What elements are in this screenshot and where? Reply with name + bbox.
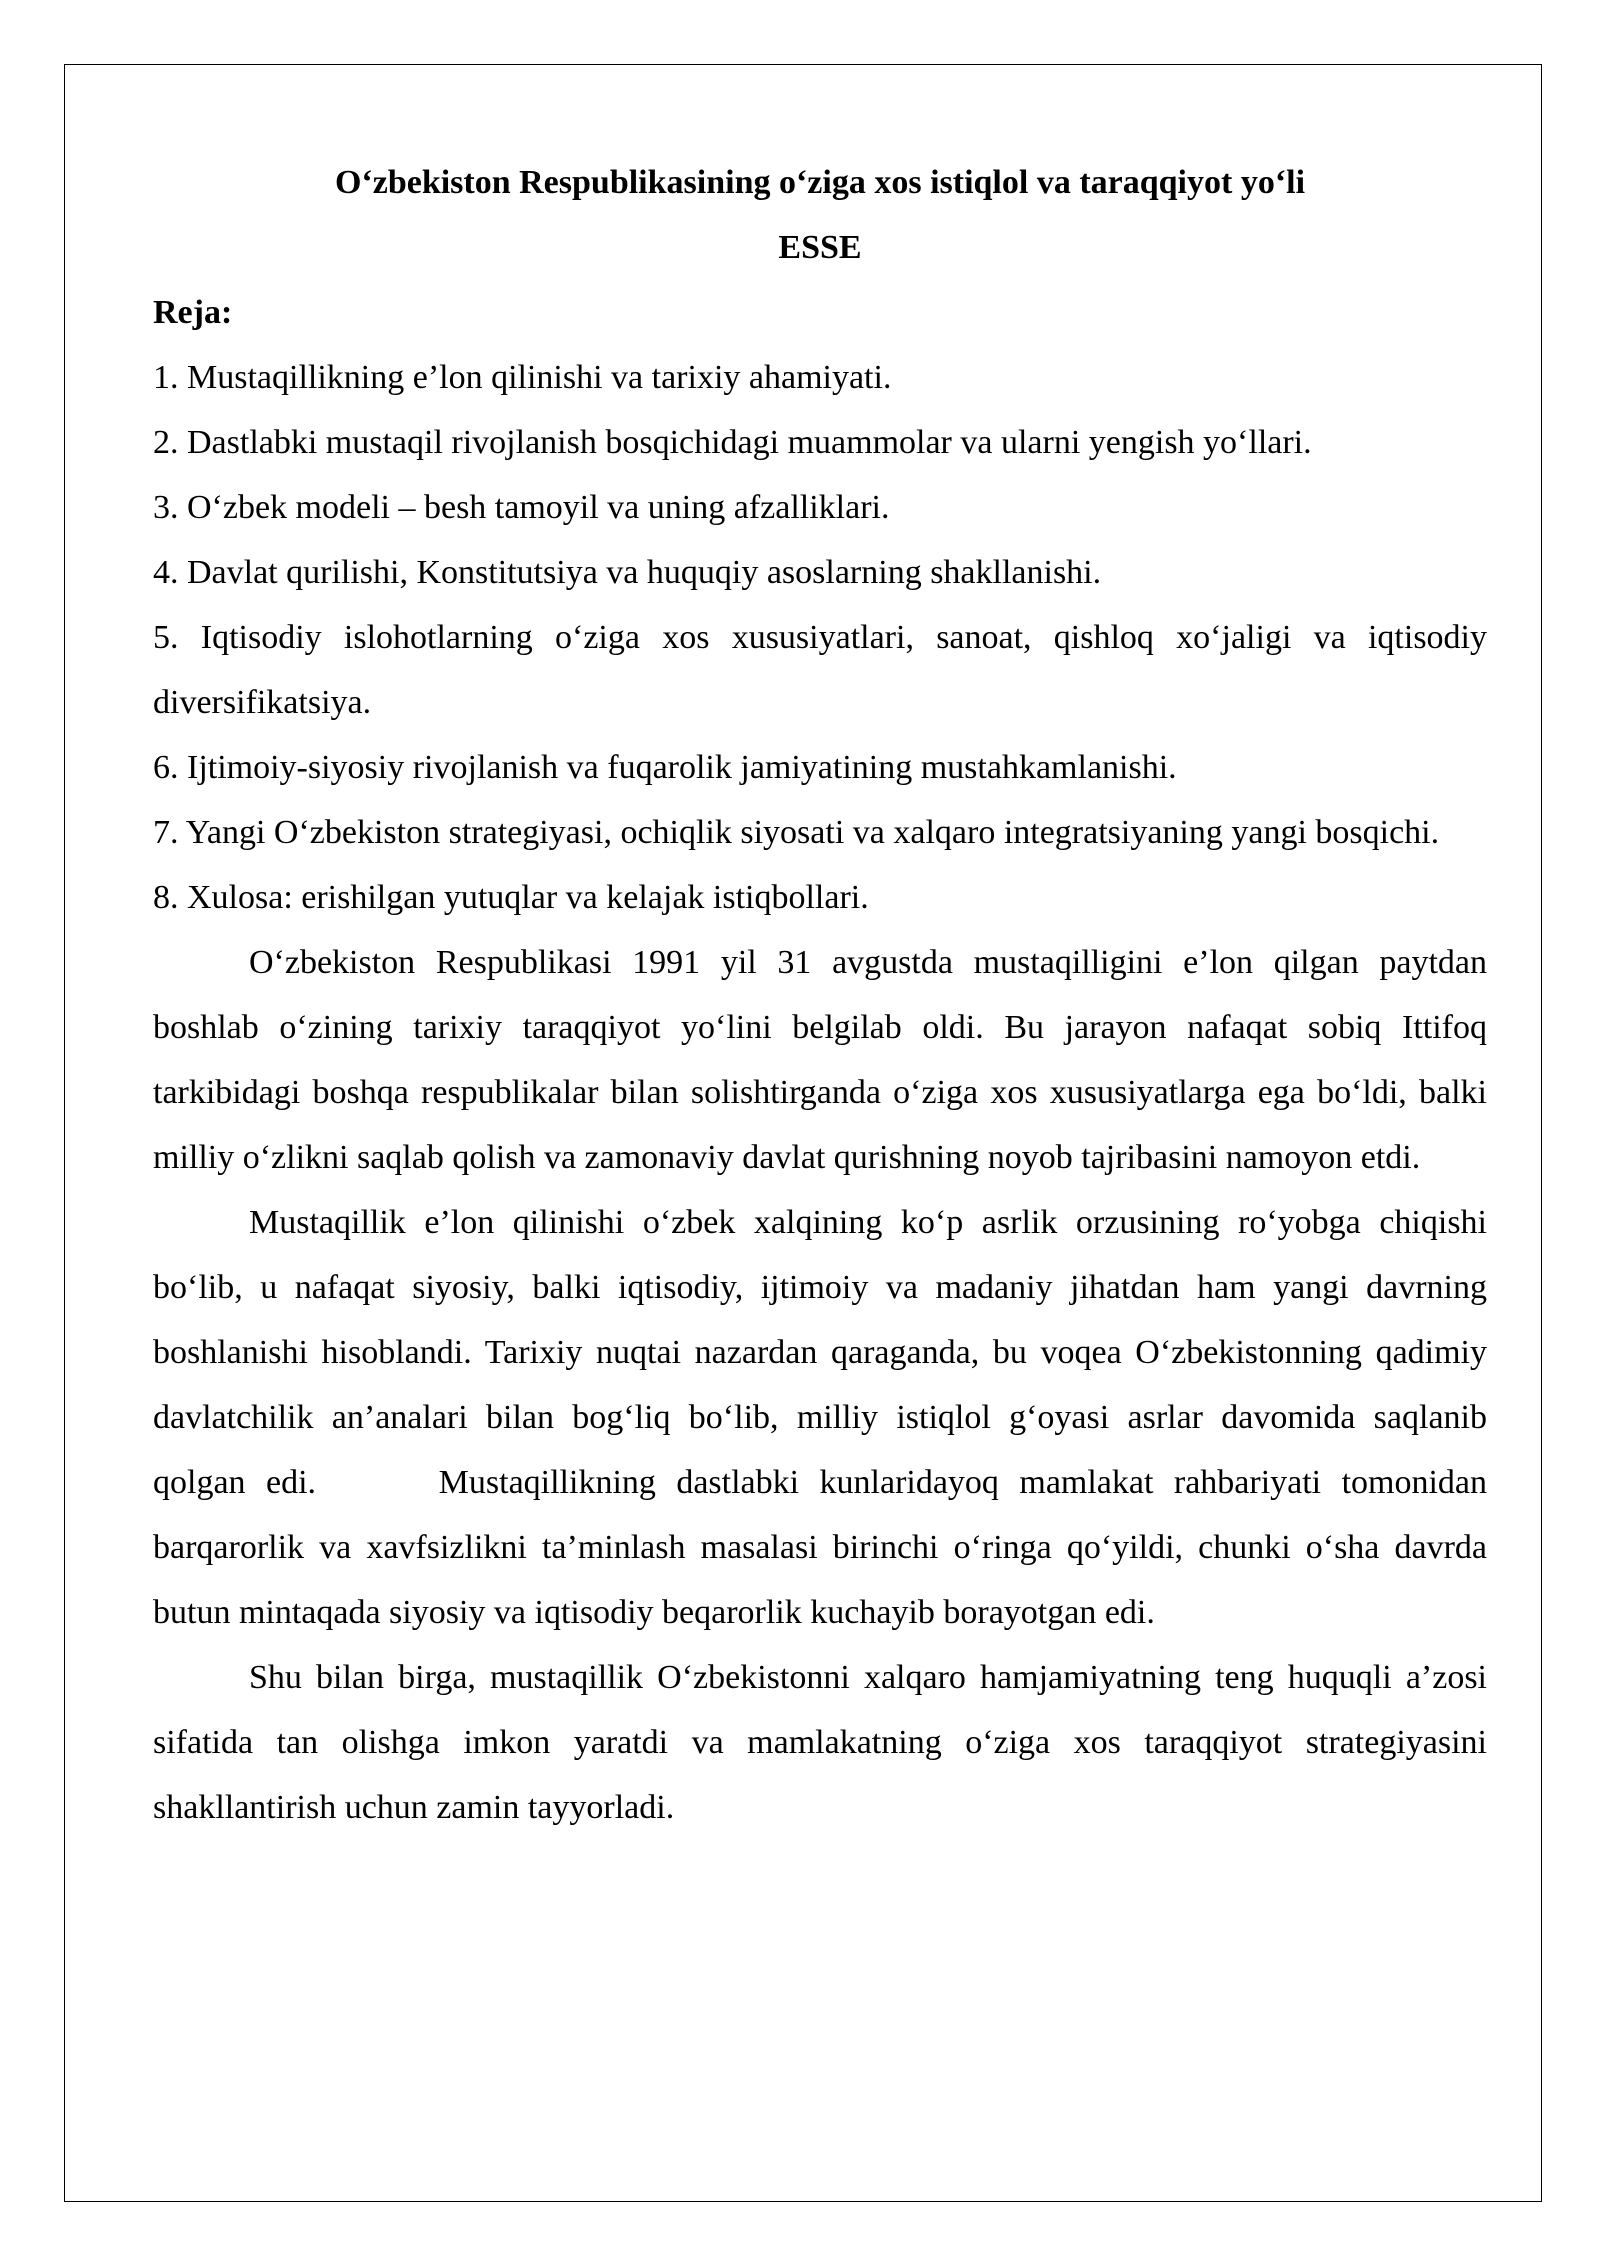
plan-heading: Reja: xyxy=(153,294,233,331)
document-title: O‘zbekiston Respublikasining o‘ziga xos istiqlol va taraqqiyot yo‘li xyxy=(334,164,1306,201)
plan-item: 3. O‘zbek modeli – besh tamoyil va uning afzalliklari. xyxy=(153,489,890,526)
plan-item: 7. Yangi O‘zbekiston strategiyasi, ochiqlik siyosati va xalqaro integratsiyaning yangi bosqichi. xyxy=(153,814,1440,851)
plan-item: 1. Mustaqillikning e’lon qilinishi va tarixiy ahamiyati. xyxy=(153,359,892,396)
plan-item: 2. Dastlabki mustaqil rivojlanish bosqichidagi muammolar va ularni yengish yo‘llari. xyxy=(153,424,1312,461)
plan-list xyxy=(153,345,1487,930)
plan-item: 6. Ijtimoiy-siyosiy rivojlanish va fuqarolik jamiyatining mustahkamlanishi. xyxy=(153,749,1177,786)
document-body xyxy=(153,150,1496,1840)
document-subtitle: ESSE xyxy=(778,229,862,266)
body-paragraph: O‘zbekiston Respublikasi 1991 yil 31 avgustda mustaqilligini e’lon qilgan paytdan boshlab o‘zining tarixiy taraqqiyot yo‘lini belgilab oldi. Bu jarayon nafaqat sobiq Ittifoq tarkibidagi boshqa respublikalar bilan solishtirganda o‘ziga xos xususiyatlarga ega bo‘ldi, balki milliy o‘zlikni saqlab qolish va zamonaviy davlat qurishning noyob tajribasini namoyon etdi. xyxy=(153,944,1487,1176)
plan-item: 8. Xulosa: erishilgan yutuqlar va kelajak istiqbollari. xyxy=(153,879,869,916)
plan-item: 4. Davlat qurilishi, Konstitutsiya va huquqiy asoslarning shakllanishi. xyxy=(153,554,1102,591)
plan-item: 5. Iqtisodiy islohotlarning o‘ziga xos xususiyatlari, sanoat, qishloq xo‘jaligi va iqtisodiy diversifikatsiya. xyxy=(153,619,1487,721)
body-paragraph: Shu bilan birga, mustaqillik O‘zbekistonni xalqaro hamjamiyatning teng huquqli a’zosi sifatida tan olishga imkon yaratdi va mamlakatning o‘ziga xos taraqqiyot strategiyasini shakllantirish uchun zamin tayyorladi. xyxy=(153,1659,1487,1826)
body-paragraph: Mustaqillik e’lon qilinishi o‘zbek xalqining ko‘p asrlik orzusining ro‘yobga chiqishi bo‘lib, u nafaqat siyosiy, balki iqtisodiy, ijtimoiy va madaniy jihatdan ham yangi davrning boshlanishi hisoblandi. Tarixiy nuqtai nazardan qaraganda, bu voqea O‘zbekistonning qadimiy davlatchilik an’analari bilan bog‘liq bo‘lib, milliy istiqlol g‘oyasi asrlar davomida saqlanib qolgan edi. Mustaqillikning dastlabki kunlaridayoq mamlakat rahbariyati tomonidan barqarorlik va xavfsizlikni ta’minlash masalasi birinchi o‘ringa qo‘yildi, chunki o‘sha davrda butun mintaqada siyosiy va iqtisodiy beqarorlik kuchayib borayotgan edi. xyxy=(153,1204,1496,1631)
